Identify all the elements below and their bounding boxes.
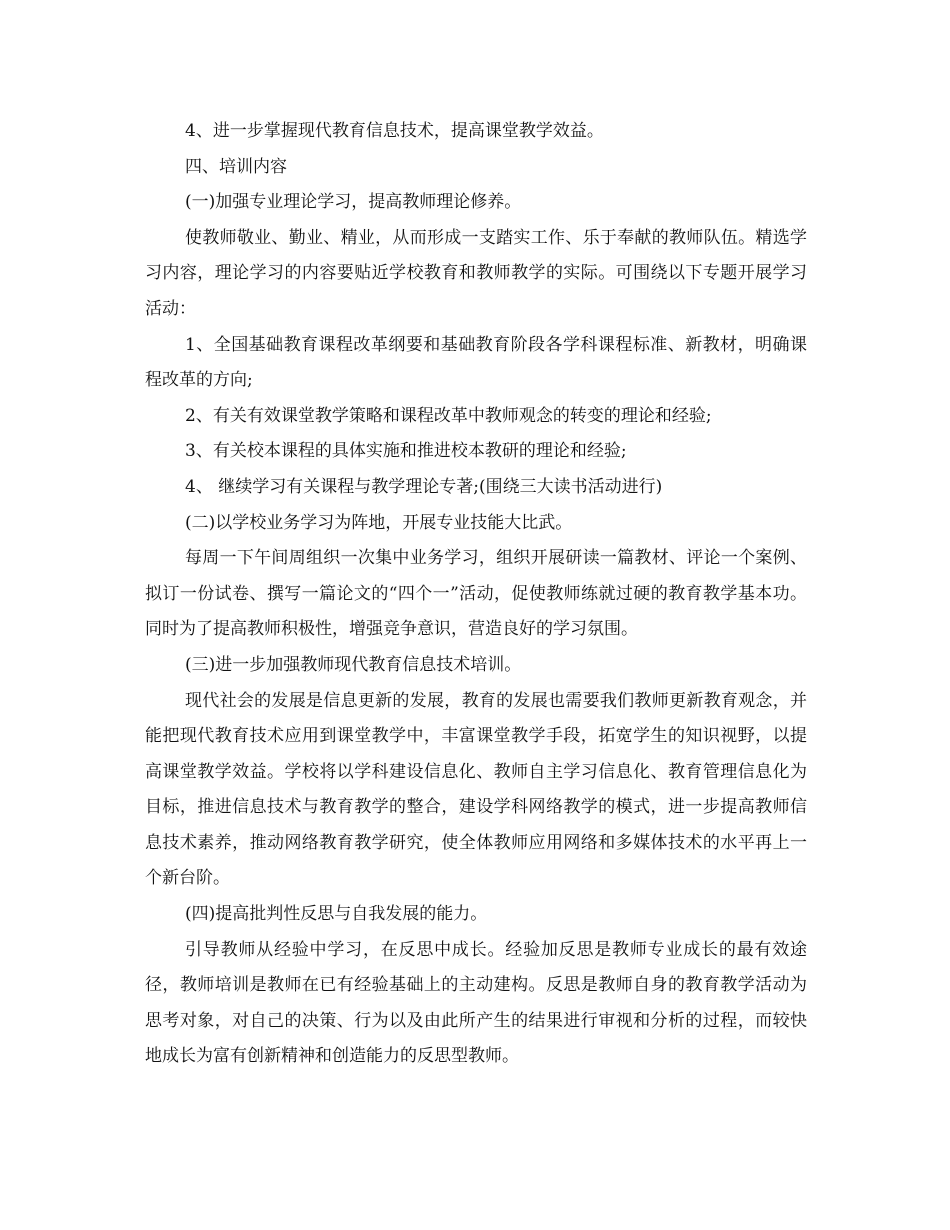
subheading-theory-study: (一)加强专业理论学习，提高教师理论修养。 (185, 192, 522, 213)
paragraph-goal-4: 4、进一步掌握现代教育信息技术，提高课堂教学效益。 (185, 121, 604, 141)
list-item-2: 2、有关有效课堂教学策略和课程改革中教师观念的转变的理论和经验; (185, 405, 712, 426)
section-heading-training-content: 四、培训内容 (185, 156, 287, 177)
subheading-business-study: (二)以学校业务学习为阵地，开展专业技能大比武。 (185, 512, 573, 533)
paragraph-theory-study: 使教师敬业、勤业、精业，从而形成一支踏实工作、乐于奉献的教师队伍。精选学习内容，理论学习的内容要贴近学校教育和教师教学的实际。可围绕以下专题开展学习活动： (145, 227, 807, 319)
list-item-1: 1、全国基础教育课程改革纲要和基础教育阶段各学科课程标准、新教材，明确课程改革的方向; (145, 334, 807, 391)
subheading-reflection: (四)提高批判性反思与自我发展的能力。 (185, 904, 488, 925)
paragraph-business-study: 每周一下午间周组织一次集中业务学习，组织开展研读一篇教材、评论一个案例、拟订一份试卷、撰写一篇论文的“四个一”活动，促使教师练就过硬的教育教学基本功。同时为了提高教师积极性，增强竞争意识，营造良好的学习氛围。 (145, 548, 807, 640)
document-body (145, 114, 807, 1075)
subheading-it-training: (三)进一步加强教师现代教育信息技术培训。 (185, 654, 522, 675)
list-item-3: 3、有关校本课程的具体实施和推进校本教研的理论和经验; (185, 441, 627, 462)
list-item-4: 4、 继续学习有关课程与教学理论专著;(围绕三大读书活动进行) (185, 476, 663, 497)
paragraph-reflection: 引导教师从经验中学习，在反思中成长。经验加反思是教师专业成长的最有效途径，教师培训是教师在已有经验基础上的主动建构。反思是教师自身的教育教学活动为思考对象，对自己的决策、行为以及由此所产生的结果进行审视和分析的过程，而较快地成长为富有创新精神和创造能力的反思型教师。 (145, 939, 807, 1067)
paragraph-it-training: 现代社会的发展是信息更新的发展，教育的发展也需要我们教师更新教育观念，并能把现代教育技术应用到课堂教学中，丰富课堂教学手段，拓宽学生的知识视野，以提高课堂教学效益。学校将以学科建设信息化、教师自主学习信息化、教育管理信息化为目标，推进信息技术与教育教学的整合，建设学科网络教学的模式，进一步提高教师信息技术素养，推动网络教育教学研究，使全体教师应用网络和多媒体技术的水平再上一个新台阶。 (145, 690, 807, 889)
